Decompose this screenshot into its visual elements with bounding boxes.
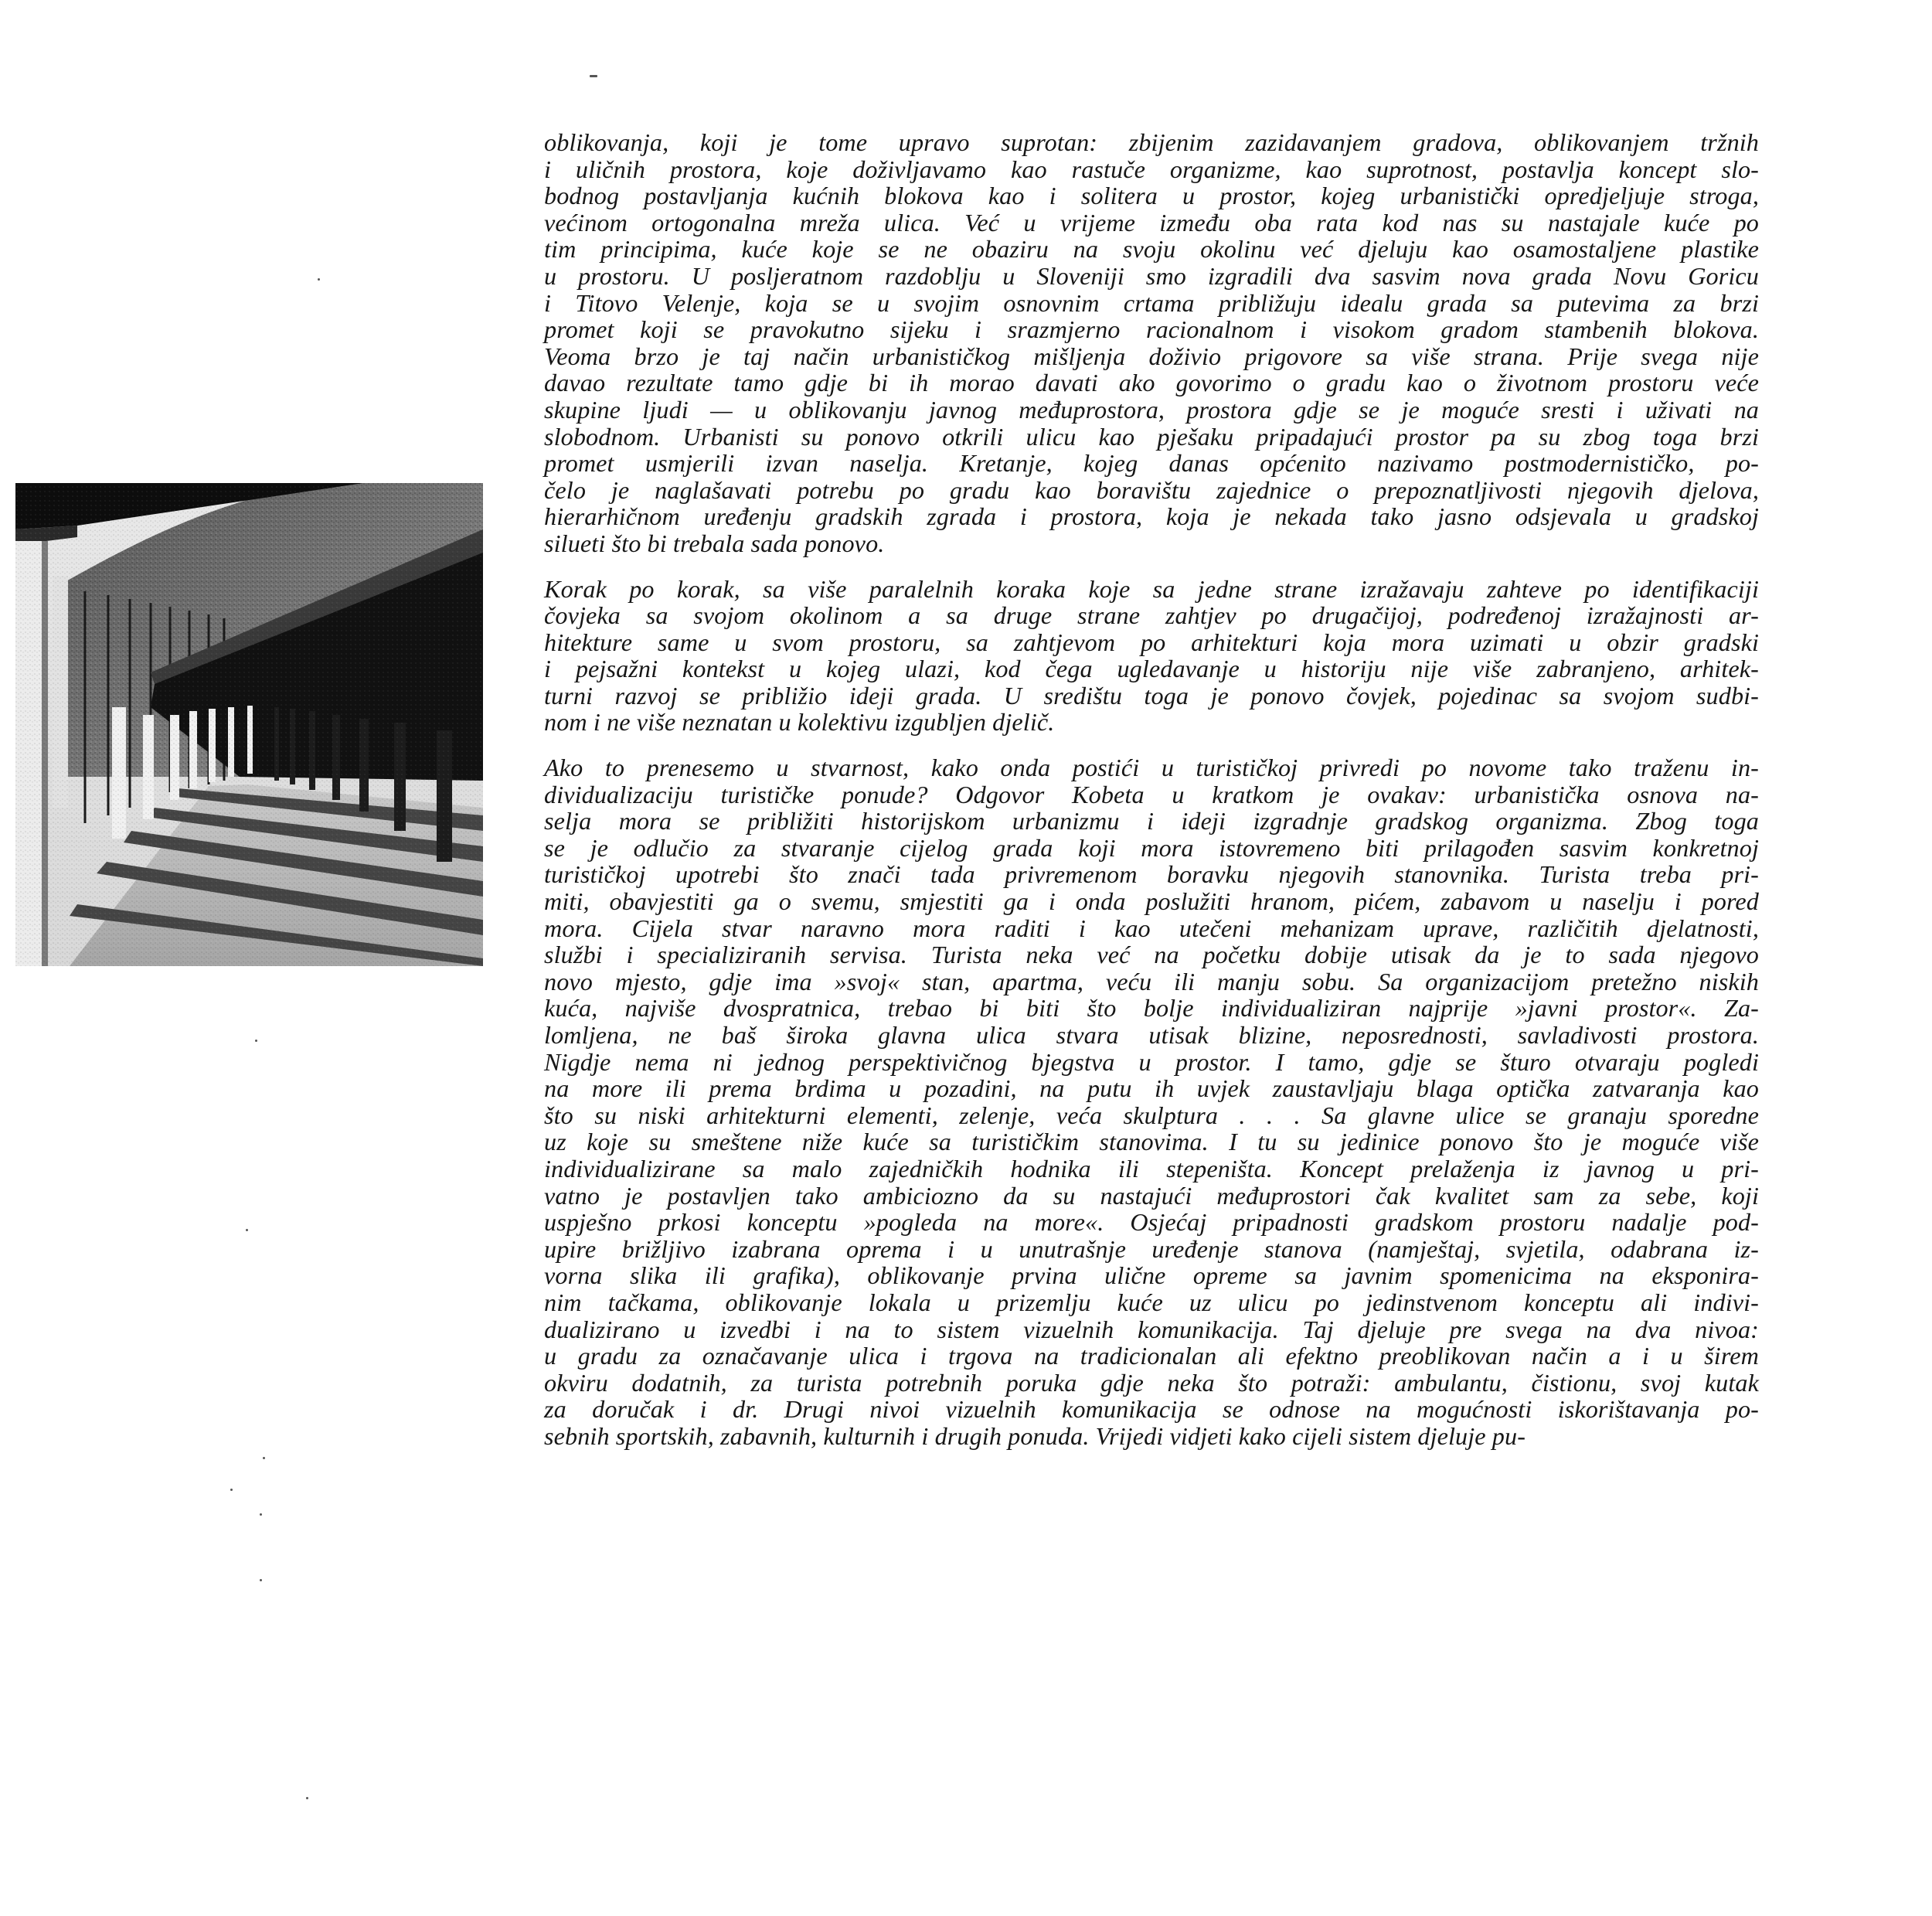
scan-speck [260,1513,262,1516]
scan-speck [230,1489,233,1491]
text-line: na more ili prema brdima u pozadini, na putu ih uvjek zaustavljaju blaga optička zatvaranja kao [544,1074,1759,1103]
text-line: i Titovo Velenje, koja se u svojim osnovnim crtama približuju idealu grada sa putevima za brzi [544,288,1759,317]
scan-speck [318,278,320,281]
text-line: Nigdje nema ni jednog perspektivičnog bjegstva u prostor. I tamo, gdje se šturo otvaraju pogledi [544,1047,1759,1076]
text-line: čovjeka sa svojom okolinom a sa druge strane zahtjev po drugačijoj, podređenoj izražajnosti ar- [544,601,1759,630]
text-line: Veoma brzo je taj način urbanističkog mišljenja doživio prigovore sa više strana. Prije svega nije [544,342,1759,370]
text-line: kuća, najviše dvospratnica, trebao bi biti što bolje individualiziran najprije »javni prostor«. Za- [544,994,1759,1023]
text-line: i uličnih prostora, koje doživljavamo kao rastuče organizme, kao suprotnost, postavlja koncept slo- [544,155,1759,183]
text-line: nim tačkama, oblikovanje lokala u prizemlju kuće uz ulicu po jedinstvenom konceptu ali indivi- [544,1288,1759,1316]
colonnade-photo [15,483,483,966]
paragraph-2 [544,576,1759,737]
text-line: čelo je naglašavati potrebu po gradu kao boravištu zajednice o prepoznatljivosti njegovih djelova, [544,475,1759,504]
text-line: u gradu za označavanje ulica i trgova na tradicionalan ali efektno preoblikovan način a i u širem [544,1342,1759,1370]
text-line: vatno je postavljen tako ambiciozno da su nastajući međuprostori čak kvalitet sam za sebe, koji [544,1181,1759,1210]
text-line: silueti što bi trebala sada ponovo. [544,529,885,557]
text-line: promet usmjerili izvan naselja. Kretanje, kojeg danas općenito nazivamo postmodernističko, po- [544,449,1759,478]
text-line: individualizirane sa malo zajedničkih hodnika ili stepeništa. Koncept prelaženja iz javnog u pri- [544,1154,1759,1183]
text-line: miti, obavjestiti ga o svemu, smjestiti ga i onda poslužiti hranom, pićem, zabavom u naselju i pored [544,887,1759,916]
scan-speck [590,75,597,77]
text-line: davao rezultate tamo gdje bi ih morao davati ako govorimo o gradu kao o životnom prostoru veće [544,369,1759,397]
text-line: slobodnom. Urbanisti su ponovo otkrili ulicu kao pješaku pripadajući prostor pa su zbog toga brzi [544,422,1759,451]
text-line: selja mora se približiti historijskom urbanizmu i ideji izgradnje gradskog organizma. Zbog toga [544,807,1759,835]
text-line: sebnih sportskih, zabavnih, kulturnih i drugih ponuda. Vrijedi vidjeti kako cijeli sistem djeluje pu- [544,1421,1526,1450]
text-line: turni razvoj se približio ideji grada. U središtu toga je ponovo čovjek, pojedinac sa svojom sudbi- [544,681,1759,710]
text-line: upire brižljivo izabrana oprema i u unutrašnje uređenje stanova (namještaj, svjetila, odabrana iz- [544,1234,1759,1263]
scan-speck [255,1040,257,1042]
text-line: turističkoj upotrebi što znači tada privremenom boravku njegovih stanovnika. Turista treba pri- [544,860,1759,889]
scan-speck [260,1579,262,1581]
text-line: Korak po korak, sa više paralelnih koraka koje sa jedne strane izražavaju zahteve po identifikaciji [544,574,1759,603]
text-line: Ako to prenesemo u stvarnost, kako onda postići u turističkoj privredi po novome tako traženu in- [544,754,1759,782]
text-line: većinom ortogonalna mreža ulica. Već u vrijeme između oba rata kod nas su nastajale kuće po [544,208,1759,237]
text-line: uz koje su smeštene niže kuće sa turističkim stanovima. I tu su jedinice ponovo što je moguće više [544,1128,1759,1156]
scan-speck [246,1229,248,1231]
scan-speck [263,1457,265,1459]
text-line: bodnog postavljanja kućnih blokova kao i solitera u prostor, kojeg urbanistički opredjeljuje stroga, [544,182,1759,210]
text-line: i pejsažni kontekst u kojeg ulazi, kod čega ugledavanje u historiju nije više zabranjeno, arhitek- [544,655,1759,683]
text-line: lomljena, ne baš široka glavna ulica stvara utisak blizine, neposrednosti, savladivosti prostora. [544,1021,1759,1049]
text-line: dividualizaciju turističke ponude? Odgovor Kobeta u kratkom je ovakav: urbanistička osnova na- [544,780,1759,808]
text-line: oblikovanja, koji je tome upravo suprotan: zbijenim zazidavanjem gradova, oblikovanjem tržnih [544,128,1759,156]
text-line: dualizirano u izvedbi i na to sistem vizuelnih komunikacija. Taj djeluje pre svega na dva nivoa: [544,1315,1759,1343]
text-line: hitekture same u svom prostoru, sa zahtjevom po arhitekturi koja mora uzimati u obzir gradski [544,628,1759,656]
text-line: za doručak i dr. Drugi nivoi vizuelnih komunikacija se odnose na mogućnosti iskorištavanja po- [544,1395,1759,1424]
text-line: se je odlučio za stvaranje cijelog grada koji mora istovremeno biti prilagođen sasvim konkretnoj [544,833,1759,862]
text-line: hierarhičnom uređenju gradskih zgrada i prostora, koja je nekada tako jasno odsjevala u gradskoj [544,502,1759,531]
text-line: nom i ne više neznatan u kolektivu izgubljen djelič. [544,708,1055,737]
text-line: okviru dodatnih, za turista potrebnih poruka gdje neka što potraži: ambulantu, čistionu, svoj kutak [544,1368,1759,1397]
article-text [544,129,1759,1468]
text-line: tim principima, kuće koje se ne obaziru na svoju okolinu već djeluju kao osamostaljene plastike [544,235,1759,264]
scan-speck [306,1797,308,1799]
text-line: skupine ljudi — u oblikovanju javnog međuprostora, prostora gdje se je moguće sresti i uživati na [544,395,1759,424]
text-line: uspješno prkosi konceptu »pogleda na more«. Osjećaj pripadnosti gradskom prostoru nadalje pod- [544,1208,1759,1237]
paragraph-1 [544,129,1759,557]
text-line: službi i specializiranih servisa. Turista neka već na početku dobije utisak da je to sada njegovo [544,941,1759,969]
text-line: vorna slika ili grafika), oblikovanje prvina ulične opreme sa javnim spomenicima na eksponira- [544,1261,1759,1290]
text-line: u prostoru. U posljeratnom razdoblju u Sloveniji smo izgradili dva sasvim nova grada Novu Goricu [544,261,1759,290]
text-line: mora. Cijela stvar naravno mora raditi i kao utečeni mehanizam uprave, različitih djelatnosti, [544,914,1759,942]
text-line: novo mjesto, gdje ima »svoj« stan, apartma, veću ili manju sobu. Sa organizacijom pretežno niskih [544,967,1759,995]
paragraph-3 [544,754,1759,1449]
text-line: što su niski arhitekturni elementi, zelenje, veća skulptura . . . Sa glavne ulice se granaju sporedne [544,1101,1759,1129]
text-line: promet koji se pravokutno sijeku i srazmjerno racionalnom i visokom gradom stambenih blokova. [544,315,1759,344]
colonnade-photo-icon [15,483,483,966]
